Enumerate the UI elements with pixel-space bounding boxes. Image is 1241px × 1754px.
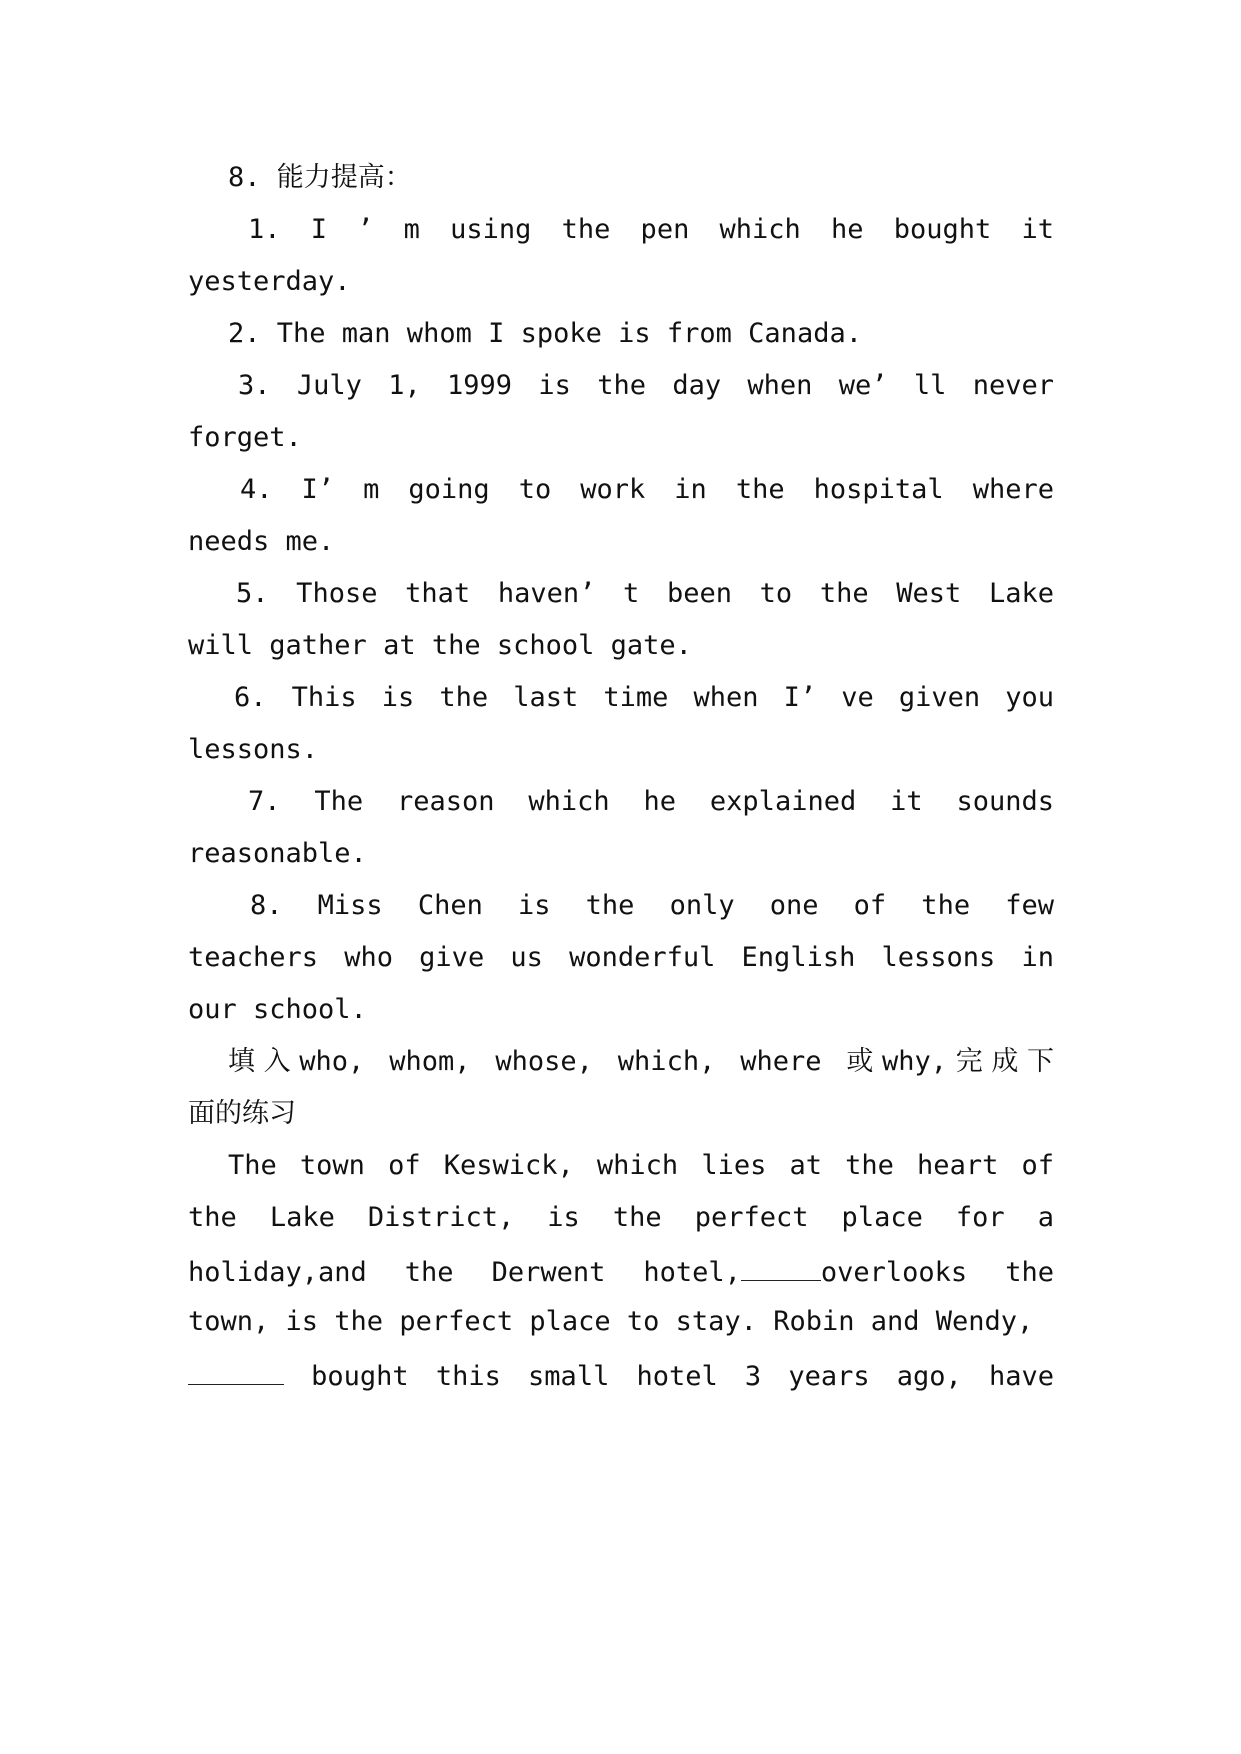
passage-line-5-word: hotel (636, 1361, 718, 1392)
passage-line-3-word: Derwent (491, 1257, 606, 1288)
sentence-4-line-2: needs me. (188, 526, 335, 557)
passage-line-3-word: holiday,and (188, 1257, 367, 1288)
passage-line-3-blank-group (643, 1250, 967, 1293)
passage-line-5-word: years (788, 1361, 870, 1392)
passage-line-3-word: hotel, (643, 1257, 741, 1288)
sentence-5-line-1: 5. Those that haven’ t been to the West Lake (236, 578, 1054, 609)
sentence-1-line-1: 1. I ’ m using the pen which he bought it (248, 214, 1054, 245)
passage-line-5-word: bought (311, 1361, 409, 1392)
answer-blank-2[interactable] (188, 1354, 284, 1385)
sentence-4-line-1: 4. I’ m going to work in the hospital where (240, 474, 1054, 505)
passage-line-3 (188, 1250, 1054, 1290)
instruction-line-2: 面的练习 (188, 1098, 296, 1129)
passage-line-5-word: have (988, 1361, 1054, 1392)
sentence-5-line-2: will gather at the school gate. (188, 630, 692, 661)
sentence-8-line-1: 8. Miss Chen is the only one of the few (250, 890, 1054, 921)
answer-blank-1[interactable] (741, 1250, 821, 1281)
sentence-7-line-1: 7. The reason which he explained it sounds (248, 786, 1054, 817)
passage-line-5-word: this (435, 1361, 501, 1392)
sentence-8-line-3: our school. (188, 994, 367, 1025)
sentence-1-line-2: yesterday. (188, 266, 351, 297)
sentence-7-line-2: reasonable. (188, 838, 367, 869)
passage-line-5-word: small (528, 1361, 610, 1392)
passage-line-2: the Lake District, is the perfect place for a (188, 1202, 1054, 1233)
instruction-line-1: 填入who, whom, whose, which, where 或why,完成下 (228, 1046, 1054, 1077)
passage-line-3-start (188, 1250, 1054, 1290)
passage-line-3-word: the (404, 1257, 454, 1288)
passage-line-1: The town of Keswick, which lies at the heart of (228, 1150, 1054, 1181)
passage-line-5-word: 3 (744, 1361, 762, 1392)
passage-line-4: town, is the perfect place to stay. Robin and Wendy, (188, 1306, 1034, 1337)
sentence-6-line-1: 6. This is the last time when I’ ve given you (234, 682, 1054, 713)
sentence-2: 2. The man whom I spoke is from Canada. (228, 318, 862, 349)
passage-line-5-word: ago, (896, 1361, 962, 1392)
passage-line-5 (188, 1354, 1054, 1394)
sentence-3-line-2: forget. (188, 422, 302, 453)
passage-line-3-word: overlooks (820, 1257, 968, 1288)
sentence-8-line-2: teachers who give us wonderful English lessons in (188, 942, 1054, 973)
passage-line-3-word: the (1005, 1257, 1054, 1288)
sentence-3-line-1: 3. July 1, 1999 is the day when we’ ll never (238, 370, 1054, 401)
sentence-6-line-2: lessons. (188, 734, 319, 765)
section-heading: 8. 能力提高： (228, 162, 412, 193)
